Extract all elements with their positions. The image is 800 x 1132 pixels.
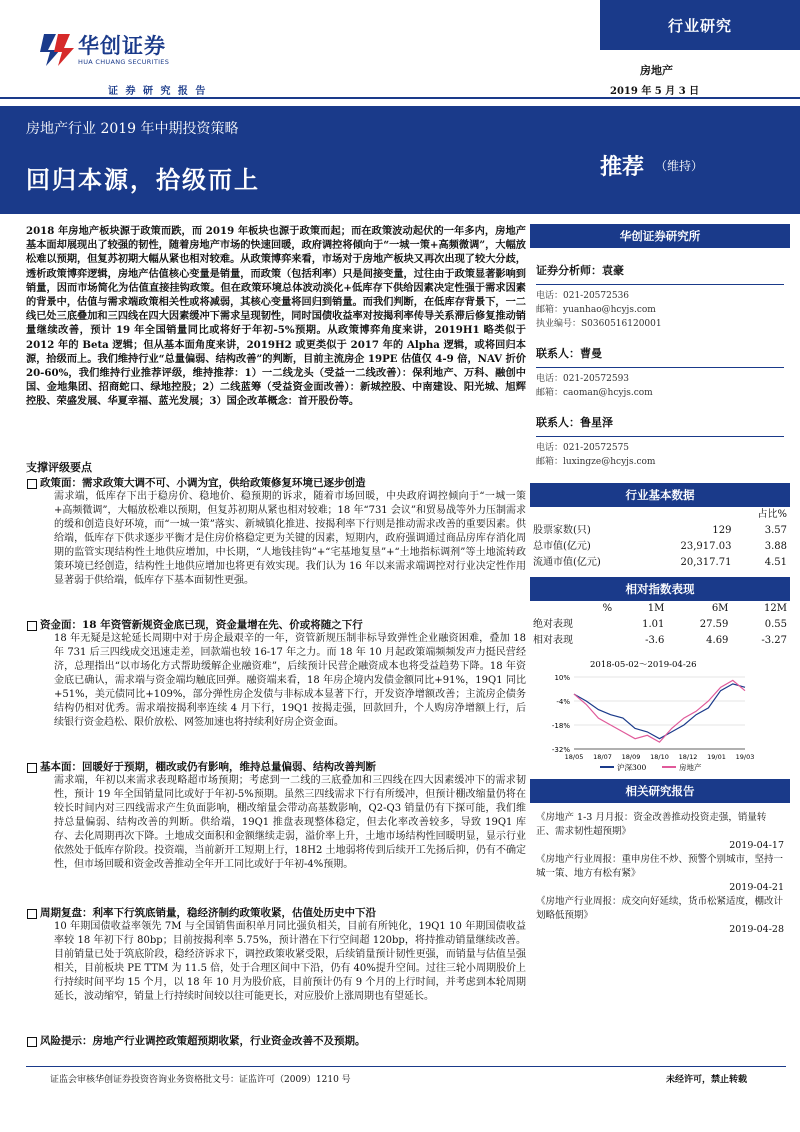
table-row: 流通市值(亿元) 20,317.71 4.51 <box>533 557 787 568</box>
report-date: 2019 年 5 月 3 日 <box>610 86 700 97</box>
key-point-body: 需求端，低库存下出于稳房价、稳地价、稳预期的诉求，随着市场回暖，中央政府调控倾向于“一城一策+高频微调”，大幅放松难以预期，但复苏初期从紧也相对较难；18 年“731 会议”和贸易战等外力压制需求的缓和创造良好环境，而“一城一策”落实、新城镇化推进、按揭利率下行则是推动需求改善的重要因素。供给端，低库存下供求逐步平衡才是住房价格稳定更为关键的因素，短期内，政府强调通过商品房库存消化周期的监管实现结构性土地供应增加，中长期，“人地钱挂钩”+“宅基地复垦”+“土地指标调剂”等土地流转政策环境已经创造，结构性土地供应增加也将更有效实现。我们认为 16 年以来需求端调控对行业决定性作用显著弱于供给端，低库存下基本面韧性更强。 <box>54 491 526 586</box>
related-report-title[interactable]: 《房地产 1-3 月月报：资金改善推动投资走强，销量转正、需求韧性超预期》 <box>536 812 767 837</box>
divider <box>536 284 784 285</box>
company-name-en: HUA CHUANG SECURITIES <box>78 58 170 66</box>
legend-label: 房地产 <box>679 763 702 772</box>
contact-name: 曹曼 <box>580 347 602 360</box>
related-report-title[interactable]: 《房地产行业周报：成交向好延续，货币松紧适度，棚改计划略低预期》 <box>536 896 784 921</box>
contact-role: 联系人： <box>536 347 580 360</box>
key-point-body: 需求端，年初以来需求表现略超市场预期；考虑到一二线的三底叠加和三四线在四大因素缓冲下的需求韧性，预计 19 年全国销量同比或好于年初-5%预期。虽然三四线需求下行有所缓冲，但预计棚改缩量仍将在较长时间内对三四线需求产生负面影响，棚改缩量会带动高基数影响，Q2-Q3 销量仍有下探可能，我们维持总量偏弱、结构改善的判断。供给端，19Q1 推盘表现整体稳定，但去化率改善较多，导致 19Q1 库存、去化周期再次下降。土地成交面积和金额继续走弱，溢价率上升，土地市场结构性回暖明显，显示行业依然处于低库存阶段。投资端，当前新开工短期上行，18H2 土地弱将传到后续开工先扬后抑，仍有不确定性，但市场回暖和资金改善推动全年开工同比或好于年初-4%预期。 <box>54 775 526 870</box>
footer-license: 证监会审核华创证券投资咨询业务资格批文号：证监许可（2009）1210 号 <box>50 1075 351 1085</box>
x-tick-label: 18/07 <box>593 753 612 761</box>
summary-paragraph: 2018 年房地产板块源于政策而跌，而 2019 年板块也源于政策而起；而在政策波动起伏的一年多内，房地产基本面却展现出了较强的韧性，随着房地产市场的快速回暖，政府调控将倾向于“一城一策+高频微调”，大幅放松难以预期，但复苏初期大幅从紧也相对较难。从政策博弈来看，市场对于房地产板块又再次出现了较大分歧，透析政策博弈逻辑，房地产估值核心变量是销量，而政策（包括利率）只是间接变量，过往由于政策显著影响到销量，因而市场简化为估值直接挂钩政策。但在政策环境总体波动淡化+低库存下供给因素决定性强于需求因素的背景中，估值与需求端政策相关性或将减弱，其核心变量将回归到销量。而我们判断，在低库存背景下，一二线已处三底叠加和三四线在四大因素缓冲下需求呈现韧性，同时国债收益率对按揭利率传导关系滞后修复推动销量继续改善，预计 19 年全国销量同比或将好于年初-5%预期。从政策博弈角度来讲，2019H1 略类似于 2012 年的 Beta 逻辑；但从基本面角度来讲，2019H2 或更类似于 2017 年的 Alpha 逻辑，或将回归本源，拾级而上。我们维持行业“总量偏弱、结构改善”的判断，目前主流房企 19PE 估值仅 4-9 倍，NAV 折价 20-60%，我们维持行业推荐评级，维持推荐：1）一二线龙头（受益一二线改善）：保利地产、万科、融创中国、金地集团、招商蛇口、绿地控股；2）二线蓝筹（受益资金面改善）：新城控股、中南建设、阳光城、旭辉控股、荣盛发展、华夏幸福、蓝光发展；3）国企改革概念：首开股份等。 <box>26 225 526 408</box>
table-row: 占比% <box>757 509 787 520</box>
footer-copyright: 未经许可，禁止转载 <box>666 1075 748 1085</box>
x-tick-label: 18/12 <box>678 753 698 761</box>
performance-table <box>530 601 790 649</box>
analyst-license: 执业编号：S0360516120001 <box>536 319 662 329</box>
report-title: 回归本源，拾级而上 <box>26 165 260 194</box>
contact-email[interactable]: 邮箱：luxingze@hcyjs.com <box>536 457 656 467</box>
related-report-date: 2019-04-28 <box>729 924 784 935</box>
y-tick-label: -32% <box>551 746 570 754</box>
x-tick-label: 18/10 <box>650 753 669 761</box>
contact-phone: 电话：021-20572575 <box>536 443 630 453</box>
company-logo <box>40 28 200 78</box>
company-name-cn: 华创证券 <box>78 34 166 58</box>
contact-name: 鲁星泽 <box>580 416 613 429</box>
key-point <box>26 906 526 1004</box>
related-reports-header: 相关研究报告 <box>530 779 790 803</box>
table-row: 总市值(亿元) 23,917.03 3.88 <box>533 541 787 552</box>
table-row: 绝对表现 1.01 27.59 0.55 <box>533 619 787 630</box>
key-point <box>26 618 526 730</box>
series-line-1 <box>574 680 745 742</box>
analyst-block <box>530 262 790 331</box>
key-point-body: 10 年期国债收益率领先 7M 与全国销售面积单月同比强负相关，目前有所钝化，19Q1 10 年期国债收益率较 18 年初下行 80bp；目前按揭利率 5.75%，预计潜在下行空间超 120bp，将持推动销量继续改善。目前销量已处于筑底阶段，稳经济诉求下，调控政策收紧受限，后续销量预计韧性更强，而销量与估值呈强相关，目前板块 PE TTM 为 11.5 倍，处于合理区间中下沿，仍有 40%提升空间。过往三轮小周期股价上行持续时间平均 15 个月，以 18 年 10 月为股价底，目前预计仍有 9 个月的上行时间，并考虑到本轮周期延长，波动缩窄，销量上行持续时间较以往可能更长，对应股价上涨周期也有望延长。 <box>54 921 526 1002</box>
analyst-name: 袁豪 <box>602 264 624 277</box>
rating: 推荐 <box>600 154 645 180</box>
key-point-head: 风险提示：房地产行业调控政策超预期收紧，行业资金改善不及预期。 <box>26 1034 526 1048</box>
institute-header: 华创证券研究所 <box>530 224 790 248</box>
chart-title: 2018-05-02～2019-04-26 <box>590 660 697 670</box>
y-tick-label: -18% <box>551 722 570 730</box>
key-point-head: 资金面：18 年资管新规资金底已现，资金量增在先、价或将随之下行 <box>26 618 526 632</box>
industry-label: 房地产 <box>640 64 673 77</box>
related-reports-list <box>530 811 790 937</box>
contact-phone: 电话：021-20572593 <box>536 374 630 384</box>
series-line-0 <box>574 684 745 739</box>
x-tick-label: 19/03 <box>735 753 755 761</box>
related-report-date: 2019-04-17 <box>729 840 784 851</box>
analyst-phone: 电话：021-20572536 <box>536 291 630 301</box>
y-tick-label: -4% <box>556 698 570 706</box>
divider <box>536 367 784 368</box>
table-row: % 1M 6M 12M <box>602 603 787 614</box>
performance-chart <box>530 655 790 775</box>
key-point-head: 周期复盘：利率下行筑底销量，稳经济制约政策收紧，估值处历史中下沿 <box>26 906 526 920</box>
key-point <box>26 476 526 588</box>
footer-divider <box>26 1066 786 1067</box>
risk-warning <box>26 1034 526 1048</box>
contact-email[interactable]: 邮箱：caoman@hcyjs.com <box>536 388 653 398</box>
basic-data-header: 行业基本数据 <box>530 483 790 507</box>
key-point <box>26 760 526 872</box>
header-divider <box>0 97 800 99</box>
contact-block <box>530 414 790 469</box>
related-report-title[interactable]: 《房地产行业周报：重申房住不炒、预警个别城市，坚持一城一策、地方有松有紧》 <box>536 854 784 879</box>
contact-role: 联系人： <box>536 416 580 429</box>
performance-header: 相对指数表现 <box>530 577 790 601</box>
related-report-date: 2019-04-21 <box>729 882 784 893</box>
key-points-title: 支撑评级要点 <box>26 461 92 474</box>
performance-chart-svg <box>530 655 790 775</box>
key-point-head: 基本面：回暖好于预期，棚改或仍有影响，维持总量偏弱、结构改善判断 <box>26 760 526 774</box>
table-row: 股票家数(只) 129 3.57 <box>533 525 787 536</box>
y-tick-label: 10% <box>554 674 570 682</box>
report-type: 证 券 研 究 报 告 <box>108 86 208 97</box>
report-category: 行业研究 <box>600 0 800 50</box>
analyst-role: 证券分析师： <box>536 264 602 277</box>
divider <box>536 436 784 437</box>
rating-sub: （维持） <box>655 159 704 173</box>
x-tick-label: 18/09 <box>621 753 641 761</box>
contact-block <box>530 345 790 400</box>
x-tick-label: 18/05 <box>564 753 584 761</box>
sidebar <box>530 224 790 937</box>
logo-mark-icon <box>40 30 74 68</box>
analyst-email[interactable]: 邮箱：yuanhao@hcyjs.com <box>536 305 656 315</box>
legend-label: 沪深300 <box>617 763 647 772</box>
basic-data-table <box>530 507 790 571</box>
table-row: 相对表现 -3.6 4.69 -3.27 <box>533 635 787 646</box>
report-subtitle: 房地产行业 2019 年中期投资策略 <box>26 121 239 137</box>
key-point-body: 18 年无疑是这轮延长周期中对于房企最艰辛的一年，资管新规压制非标导致弹性企业融资困难，叠加 18 年 731 后三四线成交迅速走差，回款端也较 16-17 年之力。而 18 年 10 月起政策端频频发声力挺民营经济，总理指出“以市场化方式帮助缓解企业融资难”，后续预计民营企融资成本也将受益趋势下降。18 年资金底已确认，需求端与资金端均触底回弹。融资端来看，18 年房企境内发债金额同比+91%，19Q1 同比+51%，美元债同比+109%，部分弹性房企发债与非标成本显著下行，开发资净增额改善；主流房企债务结构仍相对优秀。需求端按揭利率连续 4 月下行，19Q1 按揭走强，回款回升，个人购房净增额上行，后续银行资金趋松、限价放松、网签加速也将持续利好房企资金面。 <box>54 633 526 728</box>
x-tick-label: 19/01 <box>707 753 726 761</box>
key-point-head: 政策面：需求政策大调不可、小调为宜，供给政策修复环境已逐步创造 <box>26 476 526 490</box>
